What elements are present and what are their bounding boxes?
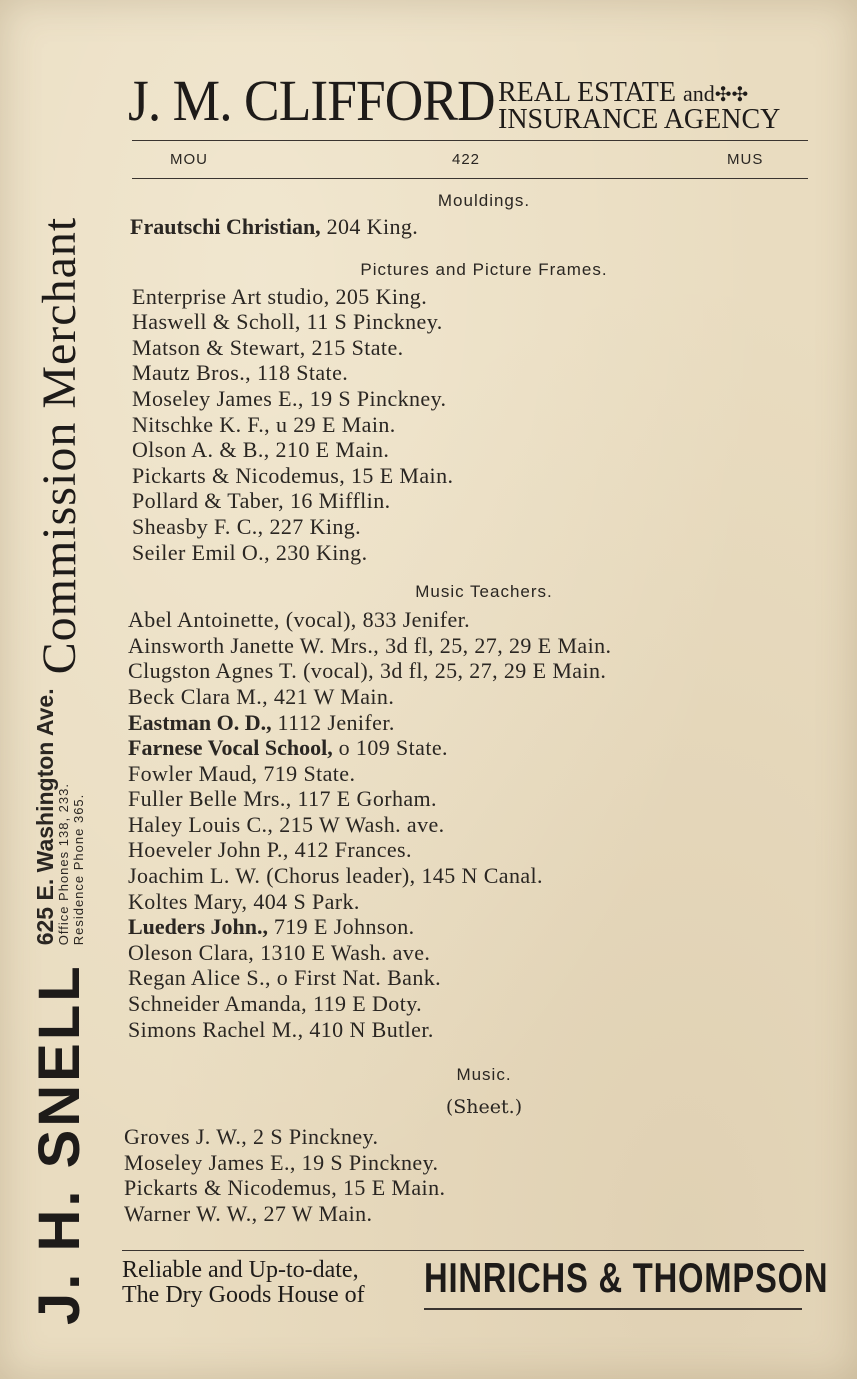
list-item-name: Eastman O. D.,: [128, 709, 272, 735]
side-advertisement-rotated: [0, 55, 120, 1325]
header-advertisement: [128, 68, 812, 135]
header-rule-bottom: [132, 178, 808, 179]
list-item: Koltes Mary, 404 S Park.: [128, 888, 360, 914]
list-item: Beck Clara M., 421 W Main.: [128, 683, 395, 709]
running-head-left: MOU: [170, 151, 208, 168]
list-item: Oleson Clara, 1310 E Wash. ave.: [128, 939, 431, 965]
list-item: Hoeveler John P., 412 Frances.: [128, 837, 412, 863]
list-item: [128, 735, 824, 761]
page-number: 422: [452, 151, 481, 168]
list-item: Schneider Amanda, 119 E Doty.: [128, 991, 423, 1017]
list-item: Mautz Bros., 118 State.: [132, 360, 349, 386]
side-advertisement: [0, 0, 120, 1379]
header-brand: J. M. CLIFFORD: [128, 68, 495, 133]
footer-brand: HINRICHS & THOMPSON: [424, 1254, 829, 1301]
list-item: Pollard & Taber, 16 Mifflin.: [132, 488, 391, 514]
list-item: Abel Antoinette, (vocal), 833 Jenifer.: [128, 607, 471, 633]
side-ad-residence-phone: Residence Phone 365.: [71, 793, 87, 946]
list-item: Fowler Maud, 719 State.: [128, 760, 356, 786]
list-item: Matson & Stewart, 215 State.: [132, 334, 404, 360]
list-item-name: Farnese Vocal School,: [128, 735, 333, 761]
footer-tagline-line1: Reliable and Up-to-date,: [122, 1257, 359, 1283]
section-title-music: Music.: [456, 1065, 512, 1085]
list-item: Joachim L. W. (Chorus leader), 145 N Canal.: [128, 863, 543, 889]
footer-tagline: [122, 1258, 365, 1308]
list-item: Moseley James E., 19 S Pinckney.: [124, 1149, 439, 1175]
section-title-music-teachers: Music Teachers.: [415, 582, 553, 602]
list-item: Regan Alice S., o First Nat. Bank.: [128, 965, 442, 991]
directory-listing: [124, 188, 824, 1227]
footer-brand-underline: [424, 1308, 802, 1310]
list-item: Ainsworth Janette W. Mrs., 3d fl, 25, 27, 29 E Main.: [128, 632, 612, 658]
list-item: Nitschke K. F., u 29 E Main.: [132, 411, 396, 437]
list-item: [128, 710, 824, 736]
header-tagline-line1: [498, 77, 780, 108]
list-item-address: o 109 State.: [332, 735, 448, 761]
list-item-address: 1112 Jenifer.: [271, 709, 395, 735]
list-item: Seiler Emil O., 230 King.: [132, 539, 368, 565]
list-item: Simons Rachel M., 410 N Butler.: [128, 1016, 434, 1042]
music-teachers-list: [128, 607, 824, 1042]
music-list: [124, 1124, 824, 1226]
side-ad-address-block: [33, 688, 87, 945]
list-item: Groves J. W., 2 S Pinckney.: [124, 1124, 379, 1150]
section-title-pictures: Pictures and Picture Frames.: [360, 259, 608, 279]
list-item: Olson A. & B., 210 E Main.: [132, 437, 390, 463]
header-tagline: [498, 77, 781, 135]
side-ad-name: J. H. SNELL: [27, 963, 92, 1325]
side-ad-trade: Commission Merchant: [33, 216, 86, 675]
list-item-name: Lueders John.,: [128, 914, 268, 940]
list-item-name: Frautschi Christian,: [130, 214, 321, 239]
list-item: Warner W. W., 27 W Main.: [124, 1201, 373, 1226]
list-item: Pickarts & Nicodemus, 15 E Main.: [124, 1175, 446, 1201]
list-item: [128, 914, 824, 940]
header-tagline-real-estate: REAL ESTATE: [498, 77, 676, 108]
section-title-mouldings: Mouldings.: [437, 191, 531, 210]
list-item: Fuller Belle Mrs., 117 E Gorham.: [128, 786, 437, 812]
list-item: Clugston Agnes T. (vocal), 3d fl, 25, 27, 29 E Main.: [128, 658, 607, 684]
pictures-list: [132, 284, 824, 566]
header-tagline-line2: INSURANCE AGENCY: [498, 103, 781, 135]
running-head-right: MUS: [727, 151, 764, 168]
ornament-icon: ✣✣: [714, 84, 749, 106]
list-item: Enterprise Art studio, 205 King.: [132, 283, 428, 309]
list-item: Haley Louis C., 215 W Wash. ave.: [128, 811, 445, 837]
footer-tagline-line2: The Dry Goods House of: [122, 1282, 365, 1308]
header-rule-top: [132, 140, 808, 141]
list-item: Sheasby F. C., 227 King.: [132, 513, 362, 539]
side-ad-office-phones: Office Phones 138, 233.: [56, 783, 72, 946]
header-tagline-and: and: [682, 81, 715, 106]
side-ad-address: 625 E. Washington Ave.: [31, 688, 58, 946]
list-item: Moseley James E., 19 S Pinckney.: [132, 385, 447, 411]
list-item-address: 719 E Johnson.: [267, 914, 415, 940]
list-item-address: 204 King.: [320, 214, 419, 239]
list-item: Haswell & Scholl, 11 S Pinckney.: [132, 309, 443, 335]
list-item: Pickarts & Nicodemus, 15 E Main.: [132, 462, 454, 488]
list-item: [130, 214, 824, 240]
section-subtitle-sheet: (Sheet.): [445, 1096, 523, 1119]
